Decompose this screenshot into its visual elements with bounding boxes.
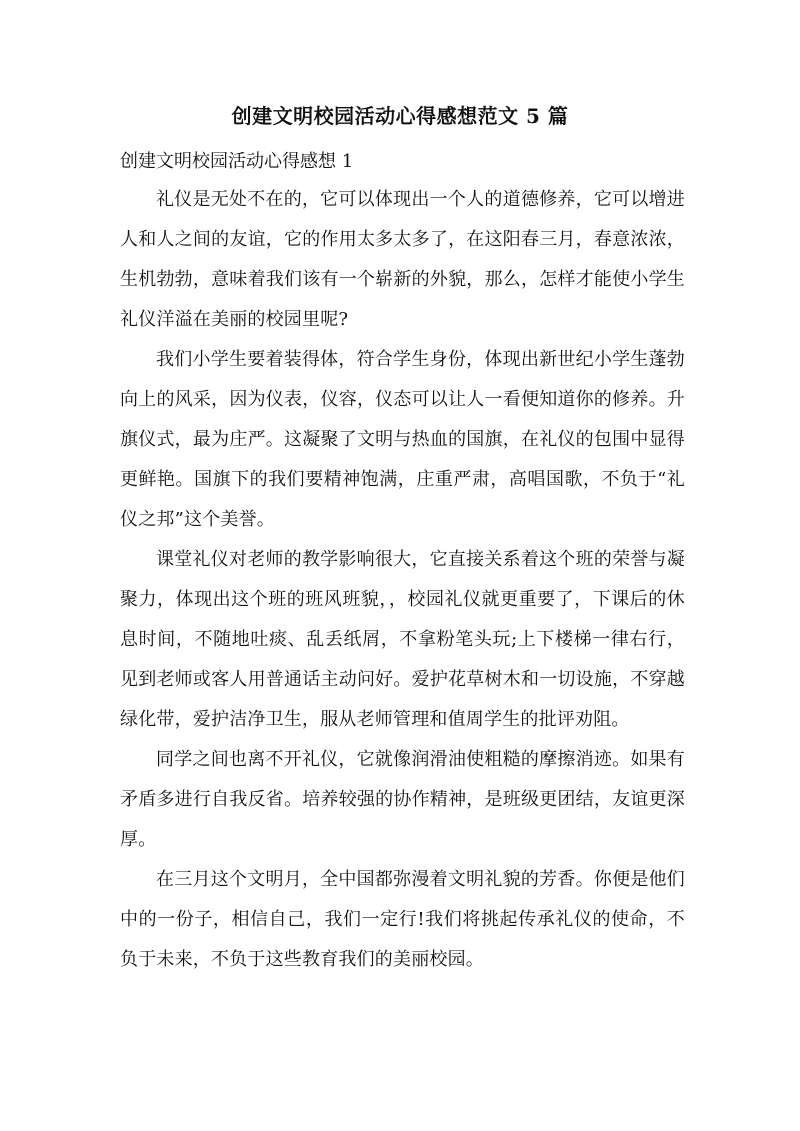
document-title: 创建文明校园活动心得感想范文 5 篇 <box>231 104 569 128</box>
section-heading: 创建文明校园活动心得感想 1 <box>120 151 354 172</box>
paragraph-3: 课堂礼仪对老师的教学影响很大，它直接关系着这个班的荣誉与凝聚力，体现出这个班的班风班貌，，校园礼仪就更重要了，下课后的休息时间，不随地吐痰、乱丢纸屑，不拿粉笔头玩;上下楼梯一律右行，见到老师或客人用普通话主动问好。爱护花草树木和一切设施，不穿越绿化带，爱护洁净卫生，服从老师管理和值周学生的批评劝阻。 <box>120 549 685 730</box>
paragraph-5: 在三月这个文明月，全中国都弥漫着文明礼貌的芳香。你便是他们中的一份子，相信自己，我们一定行!我们将挑起传承礼仪的使命，不负于未来，不负于这些教育我们的美丽校园。 <box>120 869 685 970</box>
document-body <box>120 180 685 980</box>
paragraph-1: 礼仪是无处不在的，它可以体现出一个人的道德修养，它可以增进人和人之间的友谊，它的作用太多太多了，在这阳春三月，春意浓浓，生机勃勃，意味着我们该有一个崭新的外貌，那么，怎样才能使小学生礼仪洋溢在美丽的校园里呢? <box>120 189 685 330</box>
paragraph-4: 同学之间也离不开礼仪，它就像润滑油使粗糙的摩擦消迹。如果有矛盾多进行自我反省。培养较强的协作精神，是班级更团结，友谊更深厚。 <box>120 749 685 850</box>
paragraph-2: 我们小学生要着装得体，符合学生身份，体现出新世纪小学生蓬勃向上的风采，因为仪表，仪容，仪态可以让人一看便知道你的修养。升旗仪式，最为庄严。这凝聚了文明与热血的国旗，在礼仪的包围中显得更鲜艳。国旗下的我们要精神饱满，庄重严肃，高唱国歌，不负于“礼仪之邦”这个美誉。 <box>120 349 685 530</box>
